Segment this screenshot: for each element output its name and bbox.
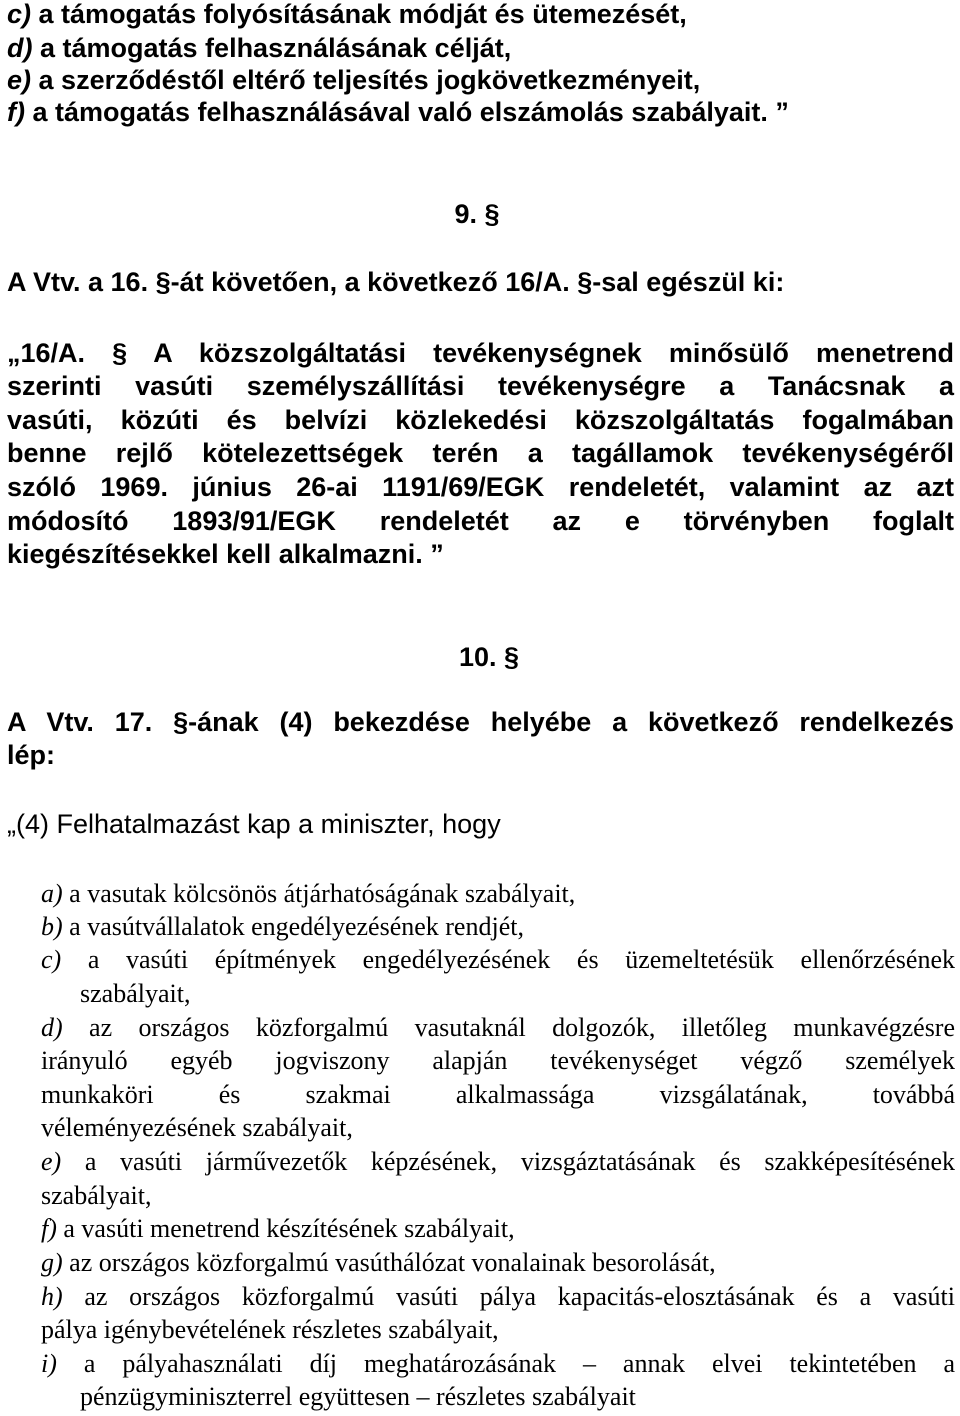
- section-10-intro-end: lép:: [7, 740, 56, 770]
- section-9-body-line: benne rejlő kötelezettségek terén a tagállamok tevékenységéről: [7, 438, 954, 468]
- section-9-body-line: szóló 1969. június 26-ai 1191/69/EGK rendeletét, valamint az azt: [7, 472, 954, 502]
- section-10-intro: A Vtv. 17. §-ának (4) bekezdése helyébe a következő rendelkezés: [7, 707, 954, 737]
- list-item-i-cont: pénzügyminiszterrel együttesen – részletes szabályait: [80, 1382, 636, 1411]
- section-10-quote: „(4) Felhatalmazást kap a miniszter, hogy: [7, 809, 501, 839]
- list-item-e: e) a vasúti járművezetők képzésének, vizsgáztatásának és szakképesítésének: [41, 1147, 956, 1176]
- section-9-heading: 9. §: [454, 199, 500, 229]
- item-d-support-purpose: d) a támogatás felhasználásának célját,: [7, 33, 512, 63]
- list-item-i: i) a pályahasználati díj meghatározásának – annak elvei tekintetében a: [41, 1349, 956, 1378]
- list-item-d-cont: irányuló egyéb jogviszony alapján tevékenységet végző személyek: [41, 1046, 955, 1075]
- item-f-text: a támogatás felhasználásával való elszámolás szabályait. ”: [32, 97, 789, 127]
- item-c-support-payment: c) a támogatás folyósításának módját és ütemezését,: [7, 0, 687, 29]
- section-9-body-line: kiegészítésekkel kell alkalmazni. ”: [7, 539, 444, 569]
- list-item-d: d) az országos közforgalmú vasutaknál dolgozók, illetőleg munkavégzésre: [41, 1013, 956, 1042]
- list-item-d-cont: véleményezésének szabályait,: [41, 1113, 353, 1142]
- list-item-f: f) a vasúti menetrend készítésének szabályait,: [41, 1214, 515, 1243]
- section-9-body-line: „16/A. § A közszolgáltatási tevékenységnek minősülő menetrend: [7, 338, 954, 368]
- section-9-body-line: módosító 1893/91/EGK rendeletét az e törvényben foglalt: [7, 506, 954, 536]
- list-item-b: b) a vasútvállalatok engedélyezésének rendjét,: [41, 912, 524, 941]
- item-e-legal-consequences: e) a szerződéstől eltérő teljesítés jogkövetkezményeit,: [7, 65, 701, 95]
- list-item-g: g) az országos közforgalmú vasúthálózat vonalainak besorolását,: [41, 1248, 716, 1277]
- section-9-intro: A Vtv. a 16. §-át követően, a következő 16/A. §-sal egészül ki:: [7, 267, 785, 297]
- list-item-h-cont: pálya igénybevételének részletes szabályait,: [41, 1315, 499, 1344]
- item-d-text: a támogatás felhasználásának célját,: [40, 33, 512, 63]
- item-e-text: a szerződéstől eltérő teljesítés jogkövetkezményeit,: [38, 65, 701, 95]
- section-9-body-line: vasúti, közúti és belvízi közlekedési közszolgáltatás fogalmában: [7, 405, 954, 435]
- list-item-c: c) a vasúti építmények engedélyezésének és üzemeltetésük ellenőrzésének: [41, 945, 955, 974]
- list-item-d-cont: munkaköri és szakmai alkalmassága vizsgálatának, továbbá: [41, 1080, 955, 1109]
- list-item-h: h) az országos közforgalmú vasúti pálya kapacitás-elosztásának és a vasúti: [41, 1282, 955, 1311]
- item-f-accounting-rules: f) a támogatás felhasználásával való elszámolás szabályait. ”: [7, 97, 789, 127]
- section-9-body-line: szerinti vasúti személyszállítási tevékenységre a Tanácsnak a: [7, 371, 954, 401]
- list-item-e-cont: szabályait,: [41, 1181, 152, 1210]
- list-item-c-cont: szabályait,: [80, 979, 191, 1008]
- item-c-text: a támogatás folyósításának módját és ütemezését,: [38, 0, 687, 29]
- section-10-heading: 10. §: [458, 642, 520, 672]
- list-item-a: a) a vasutak kölcsönös átjárhatóságának szabályait,: [41, 879, 576, 908]
